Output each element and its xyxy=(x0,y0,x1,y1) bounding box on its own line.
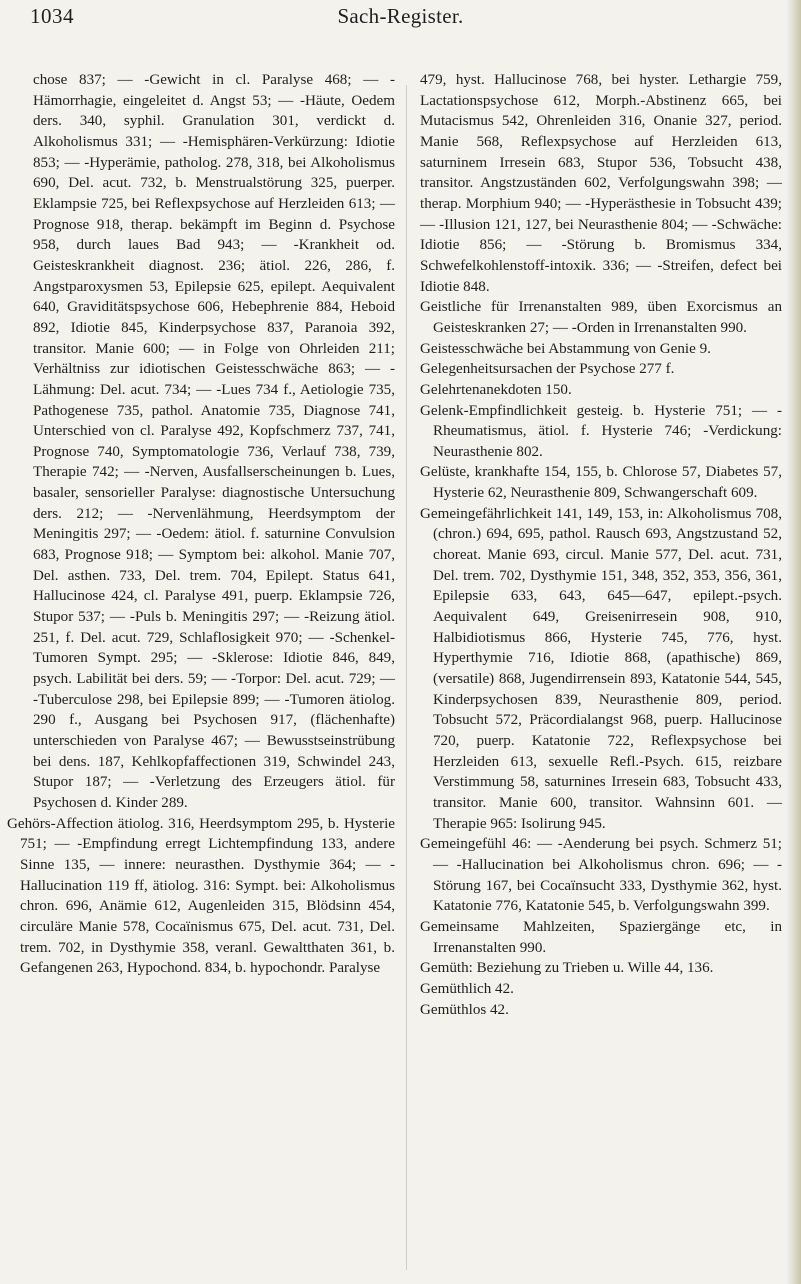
running-head: Sach-Register. xyxy=(337,4,464,28)
page-edge-shadow xyxy=(787,0,801,1284)
index-entry-gemeingefaehrlichkeit: Gemeingefährlichkeit 141, 149, 153, in: Alkoholismus 708, (chron.) 694, 695, pathol. Rausch 693, Angstzustand 52, choreat. Manie 693, circul. Manie 577, Del. acut. 731, Del. trem. 702, Dysthymie 151, 348, 352, 353, 356, 361, Epilepsie 633, 643, 645—647, epilept.-psych. Aequivalent 649, Greisenirresein 908, 910, Halbidiotismus 866, Hysterie 745, 776, hyst. Hyperthymie 716, Idiotie 868, (apathische) 869, (versatile) 868, Jugendirrensein 893, Katatonie 544, 545, Kinderpsychosen 839, Neurasthenie 809, period. Tobsucht 572, Präcordialangst 968, puerp. Hallucinose 720, puerp. Katatonie 722, Reflexpsychose bei Herzleiden 613, sexuelle Refl.-Psych. 615, reizbare Verstimmung 58, saturnines Irresein 683, Tobsucht 433, transitor. Manie 600, transitor. Wahnsinn 601. — Therapie 965: Isolirung 945. xyxy=(420,505,782,832)
index-entry-geistliche: Geistliche für Irrenanstalten 989, üben Exorcismus an Geisteskranken 27; — -Orden in Irrenanstalten 990. xyxy=(420,299,782,336)
left-column xyxy=(7,70,395,979)
index-entry-gelueste: Gelüste, krankhafte 154, 155, b. Chlorose 57, Diabetes 57, Hysterie 62, Neurasthenie 809, Schwangerschaft 609. xyxy=(420,464,782,502)
index-entry-gemeingefuehl: Gemeingefühl 46: — -Aenderung bei psych. Schmerz 51; — -Hallucination bei Alkoholismus chron. 696; — -Störung 167, bei Cocaïnsucht 333, Dysthymie 362, hyst. Katatonie 776, Katatonie 545, b. Verfolgungswahn 399. xyxy=(420,836,782,915)
index-entry-gemuethlich: Gemüthlich 42. xyxy=(420,980,514,997)
index-entry-gelenk: Gelenk-Empfindlichkeit gesteig. b. Hysterie 751; — -Rheumatismus, ätiol. f. Hysterie 746; -Verdickung: Neurasthenie 802. xyxy=(420,402,782,460)
index-entry-geistesschwaeche: Geistesschwäche bei Abstammung von Genie 9. xyxy=(420,340,711,357)
index-entry-gelehrtenanekdoten: Gelehrtenanekdoten 150. xyxy=(420,381,572,398)
index-entry-continuation: chose 837; — -Gewicht in cl. Paralyse 468; — -Hämorrhagie, eingeleitet d. Angst 53; — -Häute, Oedem ders. 340, syphil. Granulation 301, verdickt d. Alkoholismus 331; — -Hemisphären-Verkürzung: Idiotie 853; — -Hyperämie, patholog. 278, 318, bei Alkoholismus 690, Del. acut. 732, b. Menstrualstörung 325, puerper. Eklampsie 725, bei Reflexpsychose auf Herzleiden 613; — Prognose 918, therap. bekämpft im Beginn d. Psychose 958, durch laues Bad 943; — -Krankheit od. Geisteskrankheit diagnost. 236; ätiol. 226, 286, f. Angstparoxysmen 53, Epilepsie 625, epilept. Aequivalent 640, Graviditätspsychose 606, Hebephrenie 884, Heboid 892, Idiotie 845, Kinderpsychose 837, Paranoia 392, transitor. Manie 600; — in Folge von Ohrleiden 211; Verhältniss zur idiotischen Geistesschwäche 863; — -Lähmung: Del. acut. 734; — -Lues 734 f., Aetiologie 735, Pathogenese 735, pathol. Anatomie 735, Diagnose 741, Unterschied von cl. Paralyse 492, Kopfschmerz 737, 741, Prognose 740, Symptomatologie 736, Verlauf 738, 739, Therapie 742; — -Nerven, Ausfallserscheinungen b. Lues, basaler, sensorieller Paralyse: diagnostische Untersuchung ders. 212; — -Nervenlähmung, Heerdsymptom der Meningitis 297; — -Oedem: ätiol. f. saturnine Convulsion 683, Prognose 918; — Symptom bei: alkohol. Manie 707, Del. asthen. 733, Del. trem. 704, Epilept. Status 641, Hallucinose 424, cl. Paralyse 491, puerp. Eklampsie 726, Stupor 537; — -Puls b. Meningitis 297; — -Reizung ätiol. 251, f. Del. acut. 729, Schlaflosigkeit 970; — -Schenkel-Tumoren Sympt. 295; — -Sklerose: Idiotie 846, 849, psych. Labilität bei ders. 59; — -Torpor: Del. acut. 729; — -Tuberculose 298, bei Epilepsie 899; — -Tumoren ätiolog. 290 f., Ausgang bei Psychosen 917, (flächenhafte) unterschieden von Paralyse 467; — Bewusstseinstrübung bei dens. 187, Kehlkopfaffectionen 319, Schwindel 243, Stupor 187; — -Verletzung des Erzeugers ätiol. für Psychosen d. Kinder 289. xyxy=(33,72,395,811)
index-entry-continuation: 479, hyst. Hallucinose 768, bei hyster. Lethargie 759, Lactationspsychose 612, Morph.-Abstinenz 665, bei Mutacismus 542, Ohrenleiden 316, Onanie 327, period. Manie 568, Reflexpsychose auf Herzleiden 613, saturninem Irresein 683, Stupor 536, Tobsucht 438, transitor. Angstzuständen 602, Verfolgungswahn 398; — therap. Morphium 940; — -Hyperästhesie in Tobsucht 439; — -Illusion 121, 127, bei Neurasthenie 804; — -Schwäche: Idiotie 856; — -Störung b. Bromismus 334, Schwefelkohlenstoff-intoxik. 336; — -Streifen, defect bei Idiotie 848. xyxy=(420,72,782,295)
index-entry-gemueth: Gemüth: Beziehung zu Trieben u. Wille 44, 136. xyxy=(420,960,714,977)
index-entry-gelegenheitsursachen: Gelegenheitsursachen der Psychose 277 f. xyxy=(420,361,675,378)
column-divider xyxy=(406,85,407,1270)
page-number: 1034 xyxy=(30,4,74,28)
page-header xyxy=(0,0,801,70)
index-entry-gemeinsame: Gemeinsame Mahlzeiten, Spaziergänge etc, in Irrenanstalten 990. xyxy=(420,918,782,956)
index-entry-gehoers: Gehörs-Affection ätiolog. 316, Heerdsymptom 295, b. Hysterie 751; — -Empfindung erregt Lichtempfindung 133, andere Sinne 135, — innere: neurasthen. Dysthymie 364; — -Hallucination 119 ff, ätiolog. 316: Sympt. bei: Alkoholismus chron. 696, Anämie 612, Augenleiden 315, Blödsinn 454, circuläre Manie 578, Cocaïnismus 675, Del. acut. 731, Del. trem. 702, in Dysthymie 358, veranl. Gewaltthaten 361, b. Gefangenen 263, Hypochond. 834, b. hypochondr. Paralyse xyxy=(7,815,395,977)
right-column xyxy=(420,70,782,1020)
index-entry-gemuethlos: Gemüthlos 42. xyxy=(420,1001,509,1018)
